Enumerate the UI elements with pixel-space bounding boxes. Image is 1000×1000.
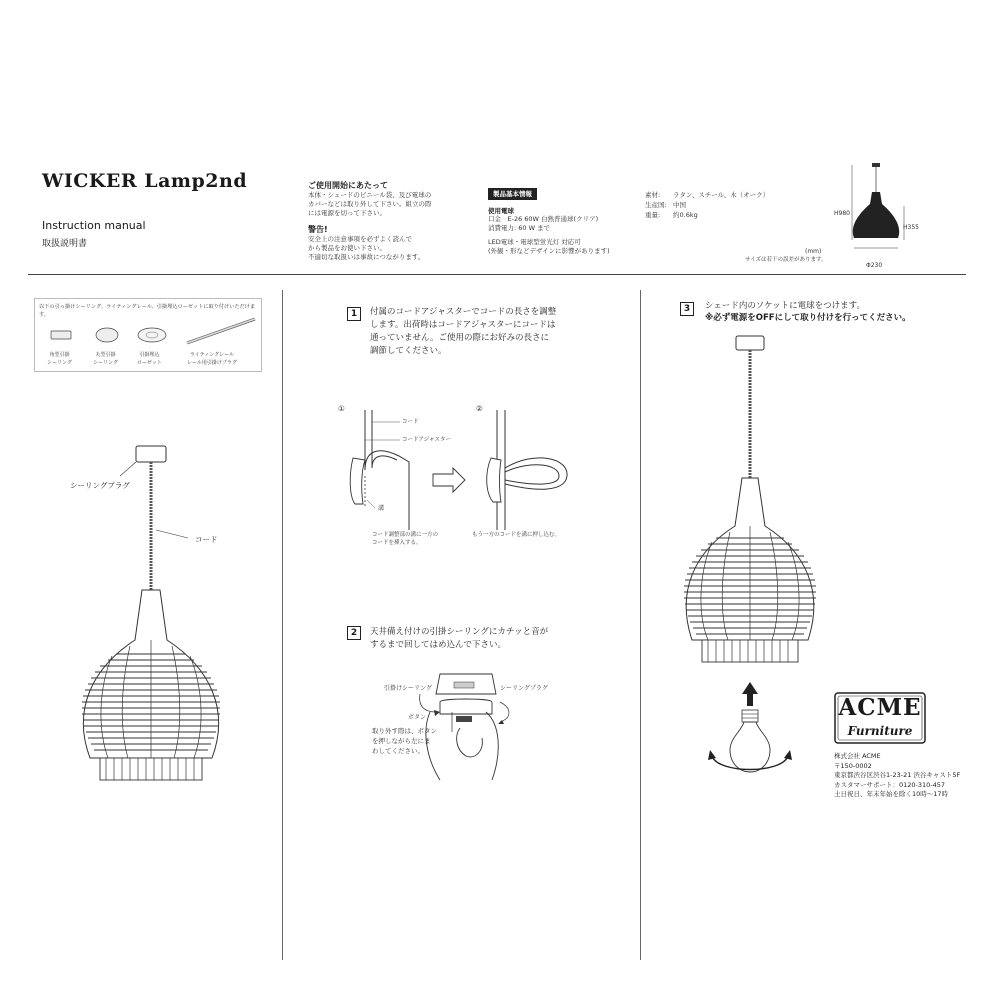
mount-item-label: 角型引掛 シーリング — [47, 352, 72, 366]
step-1-adjuster-label: コードアジャスター — [402, 437, 452, 443]
company-name: 株式会社 ACME — [834, 752, 881, 760]
warning-line: 安全上の注意事項を必ずよく読んで — [308, 235, 412, 243]
step-3-line: シェード内のソケットに電球をつけます。 — [705, 301, 865, 311]
step-3-text — [705, 300, 965, 324]
step-2-text — [370, 626, 590, 652]
step-1-line: 調節してください。 — [370, 346, 447, 356]
size-note: サイズは若干の誤差があります。 — [745, 257, 827, 263]
company-info — [834, 752, 960, 800]
cord-label: コード — [195, 535, 218, 544]
lighting-rail-icon — [185, 317, 257, 345]
led-line: (外観・形などデザインに影響があります) — [488, 247, 610, 255]
logo-text-furniture: Furniture — [847, 724, 913, 738]
mount-item-label: 丸型引掛 シーリング — [93, 352, 118, 366]
step-1-line: 付属のコードアジャスターでコードの長さを調整 — [370, 307, 557, 317]
bulb-line: 消費電力: 60 W まで — [488, 224, 551, 232]
step-2-ceiling-label: 引掛けシーリング — [384, 685, 432, 692]
mount-item-label: 引掛埋込 ローゼット — [137, 352, 162, 366]
before-use-line: 本体・シェードのビニール袋、及び電球の — [308, 191, 432, 199]
warning-heading: 警告! — [308, 225, 328, 234]
step-2-button-label: ボタン — [408, 714, 427, 721]
step-1-line: します。出荷時はコードアジャスターにコードは — [370, 320, 556, 330]
manual-title-jp: 取扱説明書 — [42, 239, 88, 249]
square-ceiling-icon — [51, 329, 73, 341]
before-use-heading: ご使用開始にあたって — [308, 181, 388, 190]
pendant-lamp-illustration — [70, 440, 240, 800]
before-use-line: カバーなどは取り外して下さい。組立の際 — [308, 200, 432, 208]
step-2-number: 2 — [347, 626, 361, 640]
company-postal: 〒150-0002 — [834, 761, 872, 770]
company-support: カスタマーサポート：0120-310-457 — [834, 780, 946, 789]
basic-info — [488, 181, 638, 256]
dim-total-height: H980 — [834, 210, 850, 217]
led-line: LED電球・電球型蛍光灯 対応可 — [488, 238, 581, 246]
step-2-remove-line: 取り外す際は、ボタン — [372, 727, 437, 735]
warning-line: から製品をお使い下さい。 — [308, 244, 386, 252]
column-divider — [282, 290, 283, 960]
origin-value: 中国 — [673, 201, 686, 209]
step-1-number: 1 — [347, 307, 361, 321]
dim-shade-height: H355 — [903, 224, 919, 231]
step-2-line: 天井備え付けの引掛シーリングにカチッと音が — [370, 627, 549, 637]
step-3-warning: ※必ず電源をOFFにして取り付けを行ってください。 — [705, 313, 911, 323]
weight-label: 重量: — [645, 211, 661, 219]
product-title: WICKER Lamp2nd — [42, 170, 248, 192]
before-use-line: には電源を切って下さい。 — [308, 209, 386, 217]
bulb-line: 口金 E-26 60W 白熱普通球(クリア) — [488, 215, 599, 223]
material-value: ラタン、スチール、木（オーク） — [673, 191, 770, 199]
material-label: 素材: — [645, 191, 661, 199]
mount-intro: 以下の引っ掛けシーリング、ライティングレール、引掛埋込ローゼットに取り付けいただけます。 — [39, 304, 256, 318]
step-2-remove-line: わしてください。 — [372, 747, 424, 755]
before-use-notes — [308, 180, 458, 262]
basic-info-label: 製品基本情報 — [488, 188, 537, 200]
step-1-line: 通っていません。ご使用の際にお好みの長さに — [370, 333, 550, 343]
origin-label: 生産国: — [645, 201, 667, 209]
step-1-groove-label: 溝 — [378, 505, 385, 512]
column-divider — [640, 290, 641, 960]
step-1-fig1-number: ① — [338, 404, 345, 413]
bulb-install-illustration — [672, 330, 832, 780]
logo-text-acme: ACME — [838, 694, 922, 721]
step-1-caption-1: コード調整部の溝に一方の コードを挿入する。 — [372, 532, 439, 546]
step-1-fig2-number: ② — [476, 404, 483, 413]
step-2-plug-label: シーリングプラグ — [500, 685, 548, 692]
company-hours: 土日祝日、年末年始を除く10時〜17時 — [834, 790, 949, 798]
weight-value: 約0.6kg — [673, 211, 698, 219]
step-2-line: するまで回してはめ込んで下さい。 — [370, 640, 507, 650]
company-address: 東京都渋谷区渋谷1-23-21 渋谷キャスト5F — [834, 771, 961, 779]
dim-diameter: Φ230 — [866, 262, 883, 269]
bulb-heading: 使用電球 — [488, 207, 514, 215]
round-ceiling-icon — [95, 327, 119, 343]
manual-title-en: Instruction manual — [42, 219, 146, 232]
step-2-remove-note — [372, 726, 437, 756]
spec-list — [645, 190, 815, 220]
unit-note: (mm) — [805, 248, 822, 255]
ceiling-plug-label: シーリングプラグ — [70, 481, 130, 490]
rosette-icon — [137, 327, 167, 343]
header-divider — [28, 274, 966, 275]
step-3-number: 3 — [680, 302, 694, 316]
step-1-cord-label: コード — [402, 419, 419, 425]
warning-line: 不適切な取扱いは事故につながります。 — [308, 253, 425, 261]
mount-item-label: ライティングレール レール用引掛けプラグ — [187, 352, 237, 366]
step-1-text — [370, 306, 590, 358]
step-2-remove-line: を押しながら左にま — [372, 737, 431, 745]
mount-options-box — [34, 298, 262, 372]
step-1-caption-2: もう一方のコードを溝に押し込む。 — [472, 532, 561, 538]
